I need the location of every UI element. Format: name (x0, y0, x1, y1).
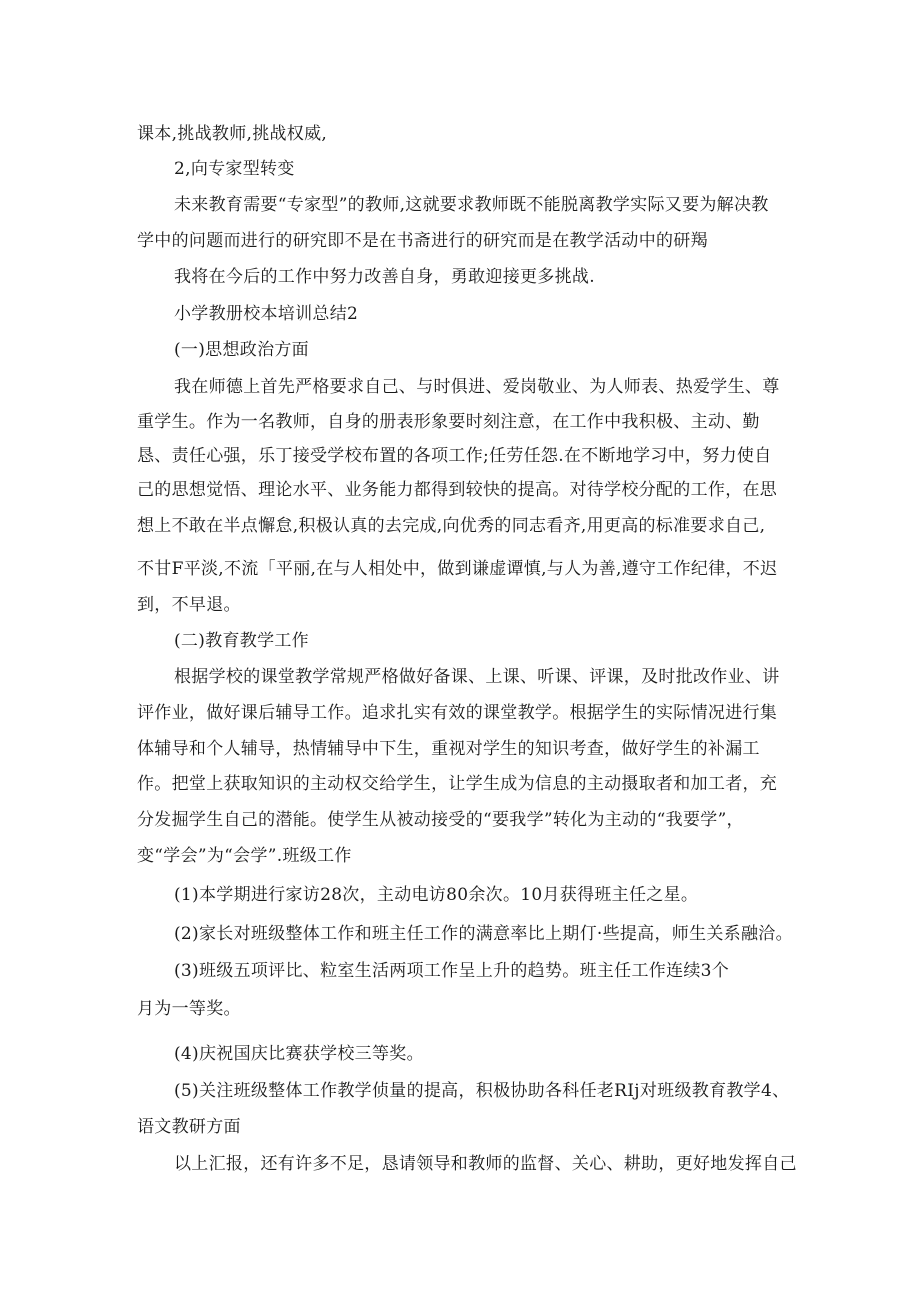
text-line: 重学生。作为一名教师，自身的册表形象要时刻注意，在工作中我积极、主动、勤 (137, 412, 760, 432)
text-line: 不甘F平淡,不流「平丽,在与人相处中，做到谦虚谭慎,与人为善,遵守工作纪律，不迟 (137, 559, 778, 579)
text-line: 我将在今后的工作中努力改善自身，勇敢迎接更多挑战. (174, 267, 595, 287)
text-line: 月为一等奖。 (137, 999, 241, 1019)
text-line: 到，不早退。 (137, 595, 241, 615)
text-line: 恳、责任心强，乐丁接受学校布置的各项工作;任劳任怨.在不断地学习中，努力使自 (137, 446, 772, 466)
list-item: (5)关注班级整体工作教学侦量的提高，积极协助各科任老RIj对班级教育教学4、 (174, 1081, 790, 1101)
document-subtitle: 小学教册校本培训总结2 (174, 304, 359, 324)
text-line: 变“学会”为“会学”.班级工作 (137, 846, 352, 866)
text-line: 分发掘学生自己的潜能。使学生从被动接受的“要我学”转化为主动的“我要学”， (137, 810, 744, 830)
text-line: 想上不敢在半点懈怠,积极认真的去完成,向优秀的同志看齐,用更高的标准要求自己, (137, 516, 766, 536)
section-heading: (二)教育教学工作 (174, 631, 309, 651)
text-line: 根据学校的课堂教学常规严格做好备课、上课、听课、评课，及时批改作业、讲 (174, 667, 780, 687)
text-line: 学中的问题而进行的研究即不是在书斋进行的研究而是在教学活动中的研羯 (137, 231, 708, 251)
list-item: (2)家长对班级整体工作和班主任工作的满意率比上期仃·些提高，师生关系融洽。 (174, 924, 793, 944)
text-line: 未来教育需要“专家型”的教师,这就要求教师既不能脱离教学实际又要为解决教 (174, 195, 769, 215)
section-heading: (一)思想政治方面 (174, 340, 309, 360)
text-line: 以上汇报，还有许多不足，恳请领导和教师的监督、关心、耕助，更好地发挥自己 (174, 1154, 797, 1174)
text-line: 我在师德上首先严格要求自己、与时俱进、爱岗敬业、为人师表、热爱学生、尊 (174, 377, 780, 397)
list-item: (1)本学期进行家访28次，主动电访80余次。10月获得班主任之星。 (174, 885, 699, 905)
text-line: 己的思想觉悟、理论水平、业务能力都得到较快的提高。对待学校分配的工作，在思 (137, 480, 778, 500)
text-line: 课本,挑战教师,挑战权威, (137, 124, 328, 144)
text-line: 评作业，做好课后辅导工作。追求扎实有效的课堂教学。根据学生的实际情况进行集 (137, 703, 778, 723)
list-item: (4)庆祝国庆比赛获学校三等奖。 (174, 1044, 424, 1064)
text-line: 作。把堂上获取知识的主动权交给学生，让学生成为信息的主动摄取者和加工者，充 (137, 774, 778, 794)
list-item: (3)班级五项评比、粒室生活两项工作呈上升的趋势。班主任工作连续3个 (174, 961, 730, 981)
text-line: 体辅导和个人辅导，热情辅导中下生，重视对学生的知识考查，做好学生的补漏工 (137, 739, 760, 759)
text-line: 语文教研方面 (137, 1117, 241, 1137)
section-heading: 2,向专家型转变 (174, 159, 295, 179)
